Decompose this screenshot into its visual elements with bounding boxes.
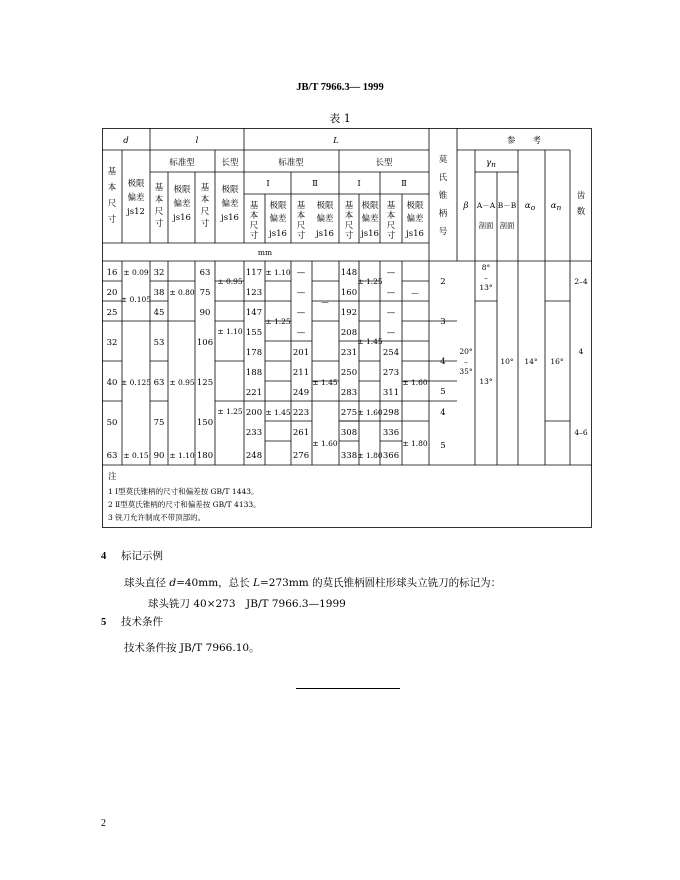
head-L-std-I-tol: [268, 200, 287, 239]
svg-text:—: —: [386, 328, 396, 338]
svg-text:20: 20: [106, 288, 118, 298]
head-L-long: 长型: [375, 158, 393, 168]
col-morse-taper: [440, 277, 445, 451]
svg-text:± 1.45: ± 1.45: [312, 378, 338, 387]
svg-text:188: 188: [245, 368, 263, 378]
dimension-table: [102, 128, 592, 528]
svg-text:号: 号: [438, 227, 448, 237]
svg-text:偏差: 偏差: [316, 214, 334, 224]
col-l-std: [154, 268, 165, 461]
svg-text:± 0.125: ± 0.125: [120, 378, 152, 387]
svg-text:基: 基: [344, 201, 354, 211]
svg-text:js16: js16: [406, 229, 424, 239]
standard-header: JB/T 7966.3— 1999: [296, 82, 384, 93]
svg-text:201: 201: [292, 348, 310, 358]
svg-text:117: 117: [245, 268, 263, 278]
svg-text:150: 150: [196, 418, 214, 428]
svg-text:2–4: 2–4: [574, 277, 588, 286]
svg-text:± 1.10: ± 1.10: [169, 451, 195, 460]
svg-text:—: —: [386, 268, 396, 278]
svg-text:366: 366: [382, 451, 400, 461]
svg-text:308: 308: [340, 428, 358, 438]
svg-text:3: 3: [440, 317, 446, 327]
svg-text:233: 233: [245, 428, 263, 438]
svg-text:寸: 寸: [249, 231, 259, 241]
col-l-long-tolerance: [217, 277, 243, 416]
head-L: L: [333, 136, 339, 146]
svg-text:基: 基: [200, 183, 210, 193]
svg-text:4: 4: [578, 347, 584, 356]
svg-text:106: 106: [196, 338, 214, 348]
head-alpha-o: αo: [524, 201, 536, 212]
svg-text:—: —: [296, 328, 306, 338]
col-teeth: [574, 277, 588, 437]
svg-text:± 0.15: ± 0.15: [123, 451, 149, 460]
head-gamma: γn: [486, 158, 496, 169]
svg-text:± 1.60: ± 1.60: [357, 408, 383, 417]
svg-text:本: 本: [200, 195, 210, 205]
svg-text:16: 16: [106, 268, 118, 278]
marking-example: 球头铣刀 40×273 JB/T 7966.3—1999: [148, 598, 346, 610]
svg-text:35°: 35°: [459, 367, 473, 376]
svg-text:极限: 极限: [221, 185, 239, 195]
svg-text:± 0.95: ± 0.95: [217, 277, 243, 286]
head-l-std-basic: [155, 182, 164, 229]
svg-text:338: 338: [340, 451, 358, 461]
svg-text:250: 250: [340, 368, 358, 378]
svg-text:极限: 极限: [173, 185, 191, 195]
head-L-long-I-tol: [360, 200, 379, 239]
svg-text:125: 125: [196, 378, 214, 388]
head-morse-taper: [439, 154, 448, 237]
svg-text:50: 50: [106, 418, 118, 428]
col-l-std-tolerance: [169, 288, 195, 460]
svg-text:± 1.25: ± 1.25: [265, 317, 291, 326]
svg-text:248: 248: [245, 451, 263, 461]
svg-text:js16: js16: [269, 229, 287, 239]
svg-text:氏: 氏: [438, 173, 448, 183]
col-l-long: [197, 268, 213, 461]
svg-text:45: 45: [153, 308, 165, 318]
svg-text:275: 275: [340, 408, 358, 418]
svg-text:—: —: [386, 288, 396, 298]
svg-text:—: —: [386, 308, 396, 318]
svg-text:± 0.105: ± 0.105: [120, 295, 152, 304]
svg-text:± 1.60: ± 1.60: [402, 378, 428, 387]
head-std-II: Ⅱ: [312, 179, 318, 189]
col-d-tolerance: [121, 268, 151, 460]
svg-text:莫: 莫: [438, 155, 448, 165]
svg-text:尺: 尺: [249, 221, 259, 231]
svg-text:± 0.09: ± 0.09: [123, 268, 149, 277]
svg-text:38: 38: [153, 288, 165, 298]
svg-text:311: 311: [382, 388, 400, 398]
col-L-std-I: [246, 268, 262, 461]
svg-text:寸: 寸: [200, 219, 210, 229]
svg-text:极限: 极限: [406, 201, 424, 211]
svg-text:极限: 极限: [316, 201, 334, 211]
svg-text:偏差: 偏差: [173, 199, 191, 209]
note-2: 2 Ⅱ型莫氏锥柄的尺寸和偏差按 GB/T 4133。: [108, 500, 261, 509]
svg-text:± 1.10: ± 1.10: [265, 268, 291, 277]
svg-text:js16: js16: [361, 229, 379, 239]
head-L-std-I-basic: [250, 200, 259, 241]
notes-title: 注: [108, 472, 117, 482]
svg-text:偏差: 偏差: [127, 193, 145, 203]
svg-text:4: 4: [440, 357, 446, 367]
svg-text:± 1.80: ± 1.80: [402, 439, 428, 448]
head-long-II: Ⅱ: [401, 179, 407, 189]
svg-text:极限: 极限: [127, 179, 145, 189]
svg-text:25: 25: [106, 308, 118, 318]
col-gamma-aa: [479, 263, 493, 386]
svg-text:js16: js16: [221, 213, 239, 223]
head-l-long-basic: [201, 182, 210, 229]
svg-text:寸: 寸: [154, 219, 164, 229]
svg-text:75: 75: [199, 288, 211, 298]
head-l-std-tol: [172, 184, 191, 223]
svg-text:剖面: 剖面: [478, 221, 494, 230]
svg-text:本: 本: [296, 211, 306, 221]
svg-text:± 1.80: ± 1.80: [357, 451, 383, 460]
svg-text:8°: 8°: [481, 263, 491, 272]
svg-text:283: 283: [340, 388, 358, 398]
svg-text:本: 本: [344, 211, 354, 221]
svg-text:基: 基: [107, 167, 117, 177]
svg-text:178: 178: [245, 348, 263, 358]
svg-text:js12: js12: [127, 207, 145, 217]
svg-text:本: 本: [107, 183, 117, 193]
svg-text:剖面: 剖面: [499, 221, 515, 230]
svg-text:40: 40: [106, 378, 118, 388]
svg-text:尺: 尺: [107, 199, 117, 209]
svg-text:本: 本: [386, 211, 396, 221]
svg-text:13°: 13°: [479, 283, 493, 292]
svg-text:—: —: [296, 268, 306, 278]
head-d-tolerance: [126, 178, 145, 217]
svg-text:63: 63: [153, 378, 165, 388]
note-3: 3 铣刀允许制成不带顶部的。: [108, 513, 206, 522]
col-L-std-I-tolerance: [265, 268, 291, 417]
head-L-long-II-tol: [405, 200, 424, 239]
svg-text:2: 2: [440, 277, 446, 287]
col-L-std-II: [293, 268, 309, 461]
svg-text:123: 123: [245, 288, 263, 298]
svg-text:200: 200: [245, 408, 263, 418]
svg-text:223: 223: [292, 408, 310, 418]
svg-text:± 1.45: ± 1.45: [357, 337, 383, 346]
svg-text:—: —: [296, 288, 306, 298]
svg-text:js16: js16: [173, 213, 191, 223]
svg-text:63: 63: [106, 451, 118, 461]
svg-text:32: 32: [153, 268, 165, 278]
svg-text:寸: 寸: [344, 231, 354, 241]
svg-text:数: 数: [576, 207, 586, 217]
svg-text:231: 231: [340, 348, 358, 358]
page-number: 2: [101, 818, 106, 829]
head-bb-section: B－B: [497, 201, 517, 210]
head-l-long-tol: [220, 184, 239, 223]
svg-text:柄: 柄: [438, 209, 448, 219]
svg-text:5: 5: [440, 387, 446, 397]
svg-text:极限: 极限: [361, 201, 379, 211]
head-reference: 参 考: [506, 136, 542, 146]
svg-text:偏差: 偏差: [269, 214, 287, 224]
tech-conditions-text: 技术条件按 JB/T 7966.10。: [124, 642, 260, 654]
svg-text:—: —: [321, 297, 329, 306]
svg-text:75: 75: [153, 418, 165, 428]
marking-sentence: 球头直径 d=40mm，总长 L=273mm 的莫氏锥柄圆柱形球头立铣刀的标记为：: [124, 577, 502, 589]
svg-text:基: 基: [154, 183, 164, 193]
col-d: [107, 268, 118, 461]
svg-text:249: 249: [292, 388, 310, 398]
svg-text:90: 90: [153, 451, 165, 461]
svg-text:尺: 尺: [386, 221, 396, 231]
svg-text:160: 160: [340, 288, 358, 298]
svg-text:偏差: 偏差: [406, 214, 424, 224]
svg-text:寸: 寸: [107, 215, 117, 225]
section-5-heading: 5 技术条件: [101, 616, 163, 628]
head-l-long: 长型: [221, 158, 239, 168]
svg-text:4–6: 4–6: [574, 428, 588, 437]
head-L-long-II-basic: [387, 200, 396, 241]
svg-text:155: 155: [245, 328, 263, 338]
svg-text:± 0.95: ± 0.95: [169, 378, 195, 387]
head-L-std-II-basic: [297, 200, 306, 241]
svg-text:尺: 尺: [200, 207, 210, 217]
svg-text:5: 5: [440, 441, 446, 451]
unit-label: mm: [257, 248, 273, 257]
svg-text:148: 148: [340, 268, 358, 278]
svg-text:261: 261: [292, 428, 310, 438]
svg-text:本: 本: [249, 211, 259, 221]
svg-text:± 1.10: ± 1.10: [217, 327, 243, 336]
svg-text:基: 基: [249, 201, 259, 211]
svg-text:221: 221: [245, 388, 263, 398]
svg-text:–: –: [484, 273, 488, 282]
head-l-standard: 标准型: [169, 158, 195, 168]
svg-text:63: 63: [199, 268, 211, 278]
head-d-basic-size: [108, 166, 117, 225]
svg-text:4: 4: [440, 408, 446, 418]
svg-text:± 1.60: ± 1.60: [312, 439, 338, 448]
svg-text:90: 90: [199, 308, 211, 318]
section-4-heading: 4 标记示例: [101, 550, 163, 562]
head-d: d: [123, 136, 129, 146]
svg-text:20°: 20°: [459, 347, 473, 356]
svg-text:尺: 尺: [296, 221, 306, 231]
head-aa-section: A－A: [476, 201, 496, 210]
table-caption: 表 1: [329, 112, 351, 125]
svg-text:32: 32: [106, 338, 118, 348]
head-l: l: [195, 136, 199, 146]
svg-text:基: 基: [296, 201, 306, 211]
head-std-I: Ⅰ: [266, 179, 270, 189]
col-beta: [459, 347, 473, 376]
svg-text:—: —: [411, 288, 419, 297]
head-L-long-I-basic: [345, 200, 354, 241]
head-alpha-n: αn: [550, 201, 562, 212]
head-long-I: Ⅰ: [357, 179, 361, 189]
col-alpha-n: 16°: [550, 357, 564, 366]
head-teeth: [577, 190, 586, 217]
svg-text:53: 53: [153, 338, 165, 348]
svg-text:本: 本: [154, 195, 164, 205]
svg-text:偏差: 偏差: [221, 199, 239, 209]
svg-text:–: –: [464, 357, 468, 366]
svg-text:齿: 齿: [576, 191, 586, 201]
col-L-long-I: [341, 268, 357, 461]
svg-text:273: 273: [382, 368, 400, 378]
svg-text:180: 180: [196, 451, 214, 461]
svg-text:298: 298: [382, 408, 400, 418]
svg-text:—: —: [296, 308, 306, 318]
svg-text:± 1.25: ± 1.25: [357, 277, 383, 286]
svg-text:211: 211: [292, 368, 310, 378]
svg-text:尺: 尺: [344, 221, 354, 231]
svg-text:208: 208: [340, 328, 358, 338]
head-L-standard: 标准型: [278, 158, 304, 168]
svg-text:js16: js16: [316, 229, 334, 239]
svg-text:偏差: 偏差: [361, 214, 379, 224]
col-gamma-bb: 10°: [500, 357, 514, 366]
svg-text:13°: 13°: [479, 377, 493, 386]
svg-text:336: 336: [382, 428, 400, 438]
svg-text:147: 147: [245, 308, 263, 318]
svg-text:基: 基: [386, 201, 396, 211]
svg-text:254: 254: [382, 348, 400, 358]
svg-text:± 0.80: ± 0.80: [169, 288, 195, 297]
col-L-long-I-tolerance: [357, 277, 383, 460]
note-1: 1 Ⅰ型莫氏锥柄的尺寸和偏差按 GB/T 1443。: [108, 487, 259, 496]
svg-text:尺: 尺: [154, 207, 164, 217]
col-L-std-II-tolerance: [312, 297, 338, 448]
svg-text:极限: 极限: [269, 201, 287, 211]
col-alpha-o: 14°: [524, 357, 538, 366]
svg-text:± 1.25: ± 1.25: [217, 407, 243, 416]
svg-text:寸: 寸: [386, 231, 396, 241]
svg-text:192: 192: [340, 308, 358, 318]
svg-text:锥: 锥: [438, 191, 448, 201]
head-beta: β: [463, 201, 469, 211]
end-rule: [296, 688, 400, 689]
col-L-long-II-tolerance: [402, 288, 428, 448]
head-L-std-II-tol: [315, 200, 334, 239]
svg-text:寸: 寸: [296, 231, 306, 241]
svg-text:± 1.45: ± 1.45: [265, 408, 291, 417]
col-L-long-II: [383, 268, 399, 461]
svg-text:276: 276: [292, 451, 310, 461]
